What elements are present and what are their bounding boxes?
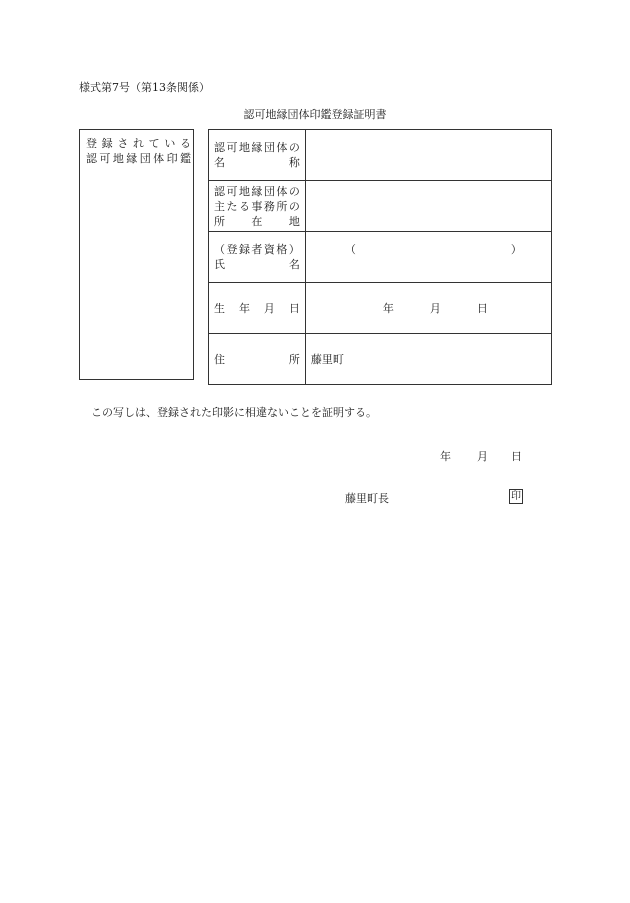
label-office-line2: 主たる事務所の <box>214 200 300 213</box>
seal-box-label-line1: 登録されている <box>86 137 191 150</box>
value-address-text: 藤里町 <box>310 353 344 366</box>
label-office-line1: 認可地縁団体の <box>214 185 300 198</box>
label-registrant <box>209 232 306 283</box>
row-birthdate <box>209 283 552 334</box>
row-registrant <box>209 232 552 283</box>
label-birthdate-text: 生 年 月 日 <box>214 302 300 315</box>
certification-statement: この写しは、登録された印影に相違ないことを証明する。 <box>91 406 377 419</box>
label-name-line1: 認可地縁団体の <box>214 141 300 154</box>
value-address[interactable] <box>305 334 551 385</box>
birthdate-year-unit: 年 <box>382 302 394 315</box>
birthdate-month-unit: 月 <box>429 302 441 315</box>
label-name <box>209 130 306 181</box>
label-address <box>209 334 306 385</box>
qualification-paren-open: （ <box>344 243 356 256</box>
issue-date-day-unit: 日 <box>511 450 522 463</box>
value-birthdate[interactable] <box>305 283 551 334</box>
row-name <box>209 130 552 181</box>
value-name-text <box>306 130 551 140</box>
qualification-paren-close: ） <box>510 243 522 256</box>
document-title: 認可地縁団体印鑑登録証明書 <box>243 108 387 121</box>
label-registrant-line1: （登録者資格） <box>214 243 300 256</box>
row-address <box>209 334 552 385</box>
label-birthdate <box>209 283 306 334</box>
mayor-title: 藤里町長 <box>345 492 389 505</box>
value-office[interactable] <box>305 181 551 232</box>
value-name[interactable] <box>305 130 551 181</box>
seal-box-label <box>86 136 191 166</box>
seal-impression-box <box>79 129 194 380</box>
label-office <box>209 181 306 232</box>
label-address-text: 住 所 <box>214 353 300 366</box>
row-office <box>209 181 552 232</box>
issue-date-year-unit: 年 <box>440 450 451 463</box>
value-registrant[interactable] <box>305 232 551 283</box>
form-number: 様式第7号（第13条関係） <box>79 81 210 94</box>
label-name-line2: 名 称 <box>214 156 300 169</box>
label-registrant-line2: 氏 名 <box>214 258 300 271</box>
info-table <box>208 129 552 385</box>
value-office-text <box>306 181 551 191</box>
birthdate-day-unit: 日 <box>476 302 488 315</box>
official-stamp-mark: 印 <box>511 491 521 502</box>
label-office-line3: 所 在 地 <box>214 215 300 228</box>
issue-date-month-unit: 月 <box>477 450 488 463</box>
seal-box-label-line2: 認可地縁団体印鑑 <box>86 152 191 165</box>
